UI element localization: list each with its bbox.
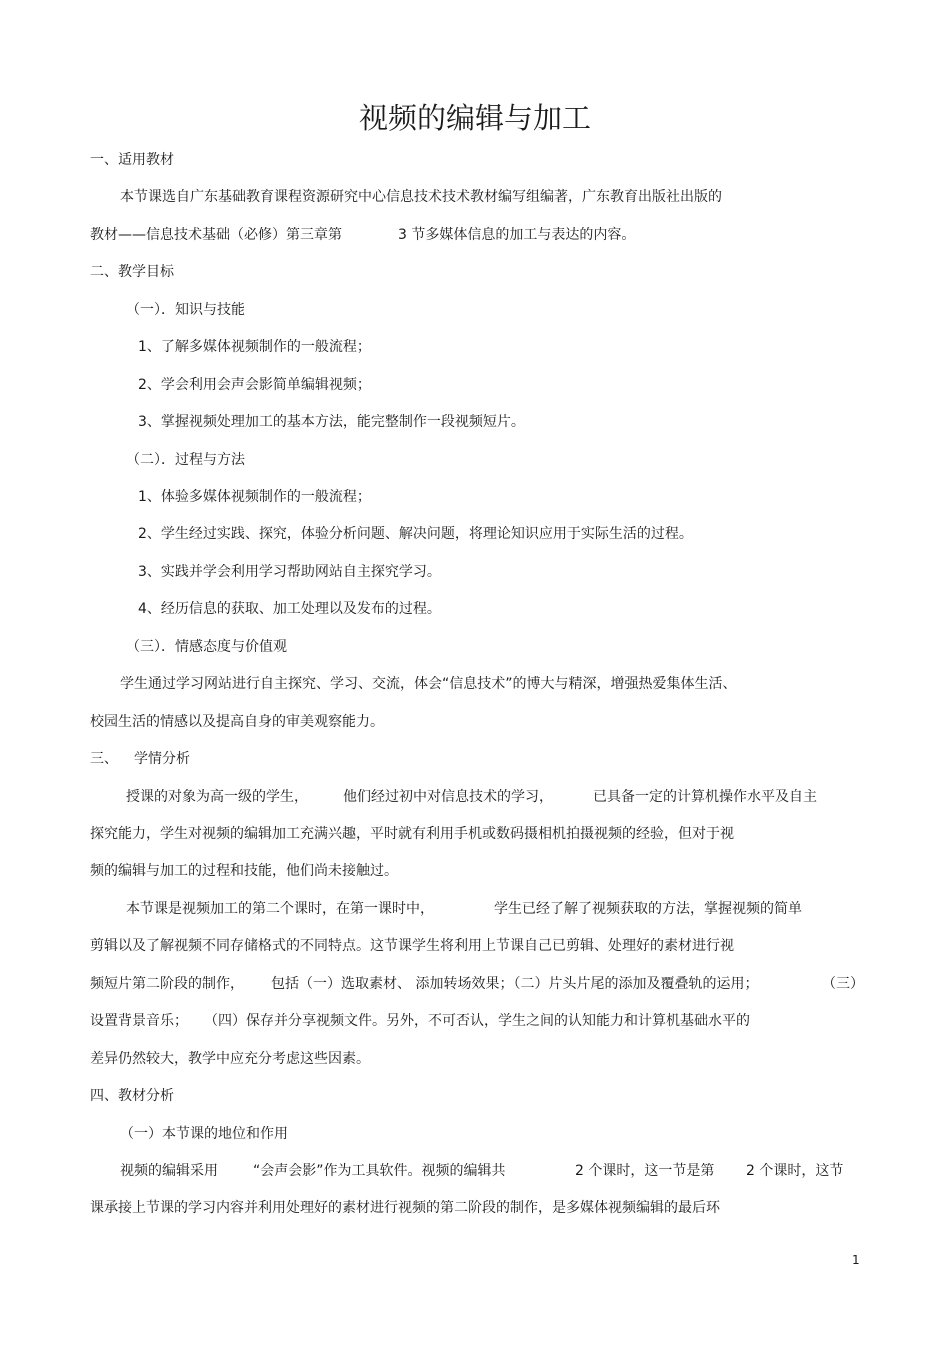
list-item: 1、了解多媒体视频制作的一般流程； bbox=[138, 339, 371, 355]
document-title: 视频的编辑与加工 bbox=[358, 101, 591, 135]
paragraph-line: 本节课是视频加工的第二个课时，在第一课时中， bbox=[126, 901, 434, 917]
paragraph-line: “会声会影”作为工具软件。视频的编辑共 bbox=[253, 1163, 506, 1179]
paragraph-line: 课承接上节课的学习内容并利用处理好的素材进行视频的第二阶段的制作，是多媒体视频编辑的最后环 bbox=[90, 1200, 720, 1216]
section-heading: 二、教学目标 bbox=[90, 264, 174, 280]
paragraph-line: 包括（一）选取素材、 添加转场效果；（二）片头片尾的添加及覆叠轨的运用； bbox=[271, 976, 759, 992]
paragraph-line: 学生通过学习网站进行自主探究、学习、交流，体会“信息技术”的博大与精深，增强热爱集体生活、 bbox=[120, 676, 737, 692]
paragraph-line: 已具备一定的计算机操作水平及自主 bbox=[593, 789, 817, 805]
subsection-heading: （三）．情感态度与价值观 bbox=[126, 639, 287, 655]
section-heading: 一、适用教材 bbox=[90, 152, 174, 168]
paragraph-line: 2 个课时，这一节是第 bbox=[575, 1163, 715, 1179]
list-item: 4、经历信息的获取、加工处理以及发布的过程。 bbox=[138, 601, 441, 617]
paragraph-line: 频的编辑与加工的过程和技能，他们尚未接触过。 bbox=[90, 863, 398, 879]
subsection-heading: （一）．知识与技能 bbox=[126, 302, 245, 318]
paragraph-line: 3 节多媒体信息的加工与表达的内容。 bbox=[398, 227, 636, 243]
subsection-heading: （一）本节课的地位和作用 bbox=[120, 1126, 288, 1142]
paragraph-line: 校园生活的情感以及提高自身的审美观察能力。 bbox=[90, 714, 384, 730]
paragraph-line: 差异仍然较大，教学中应充分考虑这些因素。 bbox=[90, 1051, 370, 1067]
list-item: 3、实践并学会利用学习帮助网站自主探究学习。 bbox=[138, 564, 441, 580]
paragraph-line: （三） bbox=[822, 976, 864, 992]
paragraph-line: （四）保存并分享视频文件。另外，不可否认，学生之间的认知能力和计算机基础水平的 bbox=[204, 1013, 750, 1029]
page-number: 1 bbox=[852, 1253, 860, 1267]
paragraph-line: 2 个课时，这节 bbox=[746, 1163, 844, 1179]
paragraph-line: 他们经过初中对信息技术的学习， bbox=[343, 789, 553, 805]
list-item: 1、体验多媒体视频制作的一般流程； bbox=[138, 489, 371, 505]
paragraph-line: 授课的对象为高一级的学生， bbox=[126, 789, 308, 805]
paragraph-line: 学生已经了解了视频获取的方法，掌握视频的简单 bbox=[494, 901, 802, 917]
section-heading: 学情分析 bbox=[134, 751, 190, 767]
paragraph-line: 频短片第二阶段的制作， bbox=[90, 976, 244, 992]
paragraph-line: 探究能力，学生对视频的编辑加工充满兴趣，平时就有利用手机或数码摄相机拍摄视频的经验，但对于视 bbox=[90, 826, 734, 842]
list-item: 2、学生经过实践、探究，体验分析问题、解决问题，将理论知识应用于实际生活的过程。 bbox=[138, 526, 693, 542]
section-heading: 四、教材分析 bbox=[90, 1088, 174, 1104]
list-item: 2、学会利用会声会影简单编辑视频； bbox=[138, 377, 371, 393]
paragraph-line: 本节课选自广东基础教育课程资源研究中心信息技术技术教材编写组编著，广东教育出版社出版的 bbox=[120, 189, 722, 205]
section-number: 三、 bbox=[90, 751, 118, 767]
subsection-heading: （二）．过程与方法 bbox=[126, 452, 245, 468]
paragraph-line: 教材——信息技术基础（必修）第三章第 bbox=[90, 227, 342, 243]
list-item: 3、掌握视频处理加工的基本方法，能完整制作一段视频短片。 bbox=[138, 414, 525, 430]
paragraph-line: 设置背景音乐； bbox=[90, 1013, 188, 1029]
paragraph-line: 剪辑以及了解视频不同存储格式的不同特点。这节课学生将利用上节课自己已剪辑、处理好的素材进行视 bbox=[90, 938, 734, 954]
paragraph-line: 视频的编辑采用 bbox=[120, 1163, 218, 1179]
